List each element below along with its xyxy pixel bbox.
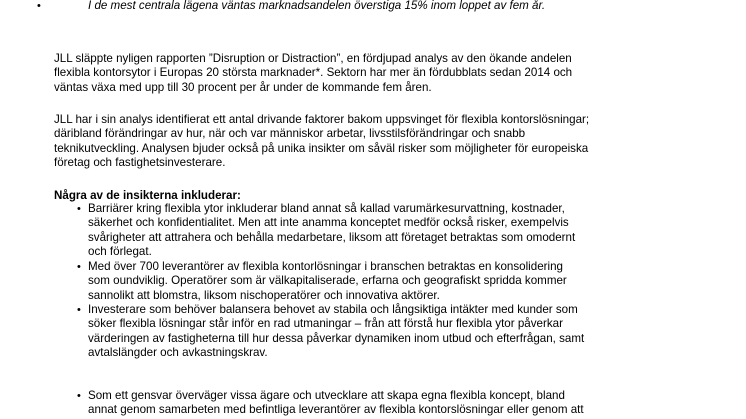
bullet-icon: • (77, 203, 81, 215)
list-item-line: Som ett gensvar överväger vissa ägare och utvecklare att skapa egna flexibla koncept, bland (88, 389, 565, 402)
list-item-line: söker flexibla lösningar står inför en rad utmaningar – från att förstå hur flexibla ytor påverkar (88, 317, 563, 331)
paragraph-line: företag och fastighetsinvesterare. (54, 155, 226, 169)
list-item-line: annat genom samarbeten med befintliga leverantörer av flexibla kontorslösningar eller genom att (88, 403, 584, 417)
top-bullet-text: I de mest centrala lägena väntas marknadsandelen överstiga 15% inom loppet av fem år. (88, 0, 546, 12)
paragraph-line: JLL släppte nyligen rapporten ”Disruption or Distraction”, en fördjupad analys av den ökande andelen (54, 52, 572, 65)
list-item-line: säkerhet och konfidentialitet. Men att inte anamma konceptet medför också risker, exempelvis (88, 216, 569, 230)
list-item-line: värderingen av fastigheterna till hur dessa påverkar dynamiken inom utbud och efterfrågan, samt (88, 331, 585, 345)
list-item-text (88, 202, 728, 259)
paragraph-line: teknikutveckling. Analysen bjuder också på unika insikter om såväl risker som möjligheter för europeiska (54, 141, 589, 155)
list-item-line: som oundviklig. Operatörer som är välkapitaliserade, erfarna och geografiskt spridda kommer (88, 274, 567, 288)
bullet-icon: • (77, 304, 81, 316)
bullet-icon: • (37, 0, 41, 12)
paragraph-1 (54, 52, 724, 95)
list-item-text (88, 389, 728, 418)
list-item-line: avtalslängder och avkastningskrav. (88, 345, 268, 359)
list-item-line: sannolikt att blomstra, liksom nischoperatörer och innovativa aktörer. (88, 288, 440, 302)
bullet-icon: • (77, 261, 81, 273)
paragraph-line: däribland förändringar av hur, när och var människor arbetar, livsstilsförändringar och snabb (54, 127, 526, 141)
list-item-line: Barriärer kring flexibla ytor inkluderar bland annat så kallad varumärkesurvattning, kostnader, (88, 202, 565, 215)
list-item-text (88, 260, 728, 303)
list-item-line: Med över 700 leverantörer av flexibla kontorlösningar i branschen betraktas en konsolidering (88, 260, 563, 273)
paragraph-2 (54, 113, 724, 170)
bullet-icon: • (77, 390, 81, 402)
list-item-line: Investerare som behöver balansera behovet av stabila och långsiktiga intäkter med kunder som (88, 303, 578, 316)
paragraph-line: JLL har i sin analys identifierat ett antal drivande faktorer bakom uppsvinget för flexibla kontorslösningar; (54, 113, 590, 126)
list-item-line: och förlegat. (88, 244, 152, 258)
paragraph-line: väntas växa med upp till 30 procent per år under de kommande fem åren. (54, 80, 432, 94)
insights-heading-text: Några av de insikterna inkluderar: (54, 189, 241, 202)
list-item-text (88, 303, 728, 360)
paragraph-line: flexibla kontorsytor i Europas 20 största marknader*. Sektorn har mer än fördubblats sedan 2014 och (54, 66, 573, 80)
list-item-line: svårigheter att attrahera och behålla medarbetare, liksom att företaget betraktas som omodernt (88, 230, 576, 244)
